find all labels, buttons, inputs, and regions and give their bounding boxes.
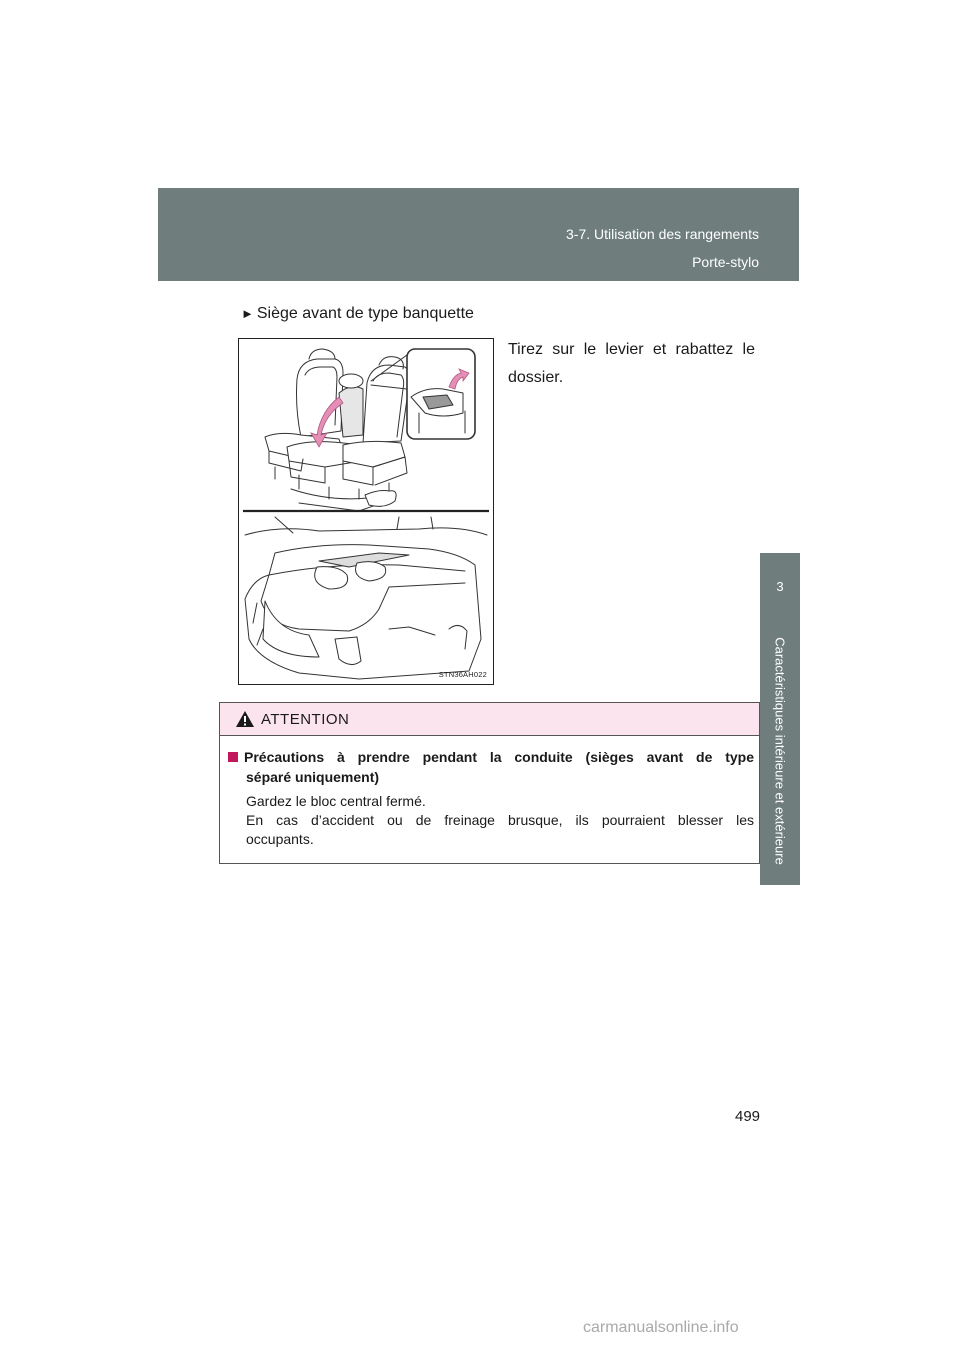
watermark: carmanualsonline.info	[583, 1319, 739, 1336]
triangle-bullet-icon: ►	[241, 306, 254, 321]
warning-heading-line-2: séparé uniquement)	[246, 769, 380, 785]
square-bullet-icon	[228, 752, 238, 762]
subsection-title: Porte-stylo	[692, 254, 759, 270]
instruction-text: Tirez sur le levier et rabattez le dossier.	[508, 341, 755, 386]
header-band	[158, 188, 799, 281]
bullet-title-text: Siège avant de type banquette	[256, 305, 474, 322]
warning-body-line-2: En cas d’accident ou de freinage brusque, ils pourraient blesser les	[246, 812, 754, 828]
warning-heading-text-1: Précautions à prendre pendant la conduite (sièges avant de type	[244, 749, 754, 765]
chapter-number: 3	[776, 579, 784, 594]
warning-heading-line-1	[228, 747, 754, 767]
page-number: 499	[735, 1108, 761, 1125]
figure-code: STN36AH022	[438, 670, 487, 679]
seat-drawing	[239, 339, 493, 684]
warning-body-line-3: occupants.	[246, 831, 314, 847]
warning-body-line-1: Gardez le bloc central fermé.	[246, 793, 426, 809]
bullet-title	[241, 305, 474, 323]
chapter-title: Caractéristiques intérieure et extérieure	[772, 637, 788, 865]
warning-triangle-icon	[235, 710, 255, 728]
warning-body	[246, 792, 754, 849]
seat-illustration	[238, 338, 494, 685]
section-title: 3-7. Utilisation des rangements	[566, 226, 759, 242]
chapter-side-tab	[760, 553, 800, 885]
warning-title: ATTENTION	[261, 711, 350, 728]
warning-box	[219, 702, 760, 864]
warning-header	[220, 703, 759, 736]
warning-heading	[228, 747, 754, 787]
